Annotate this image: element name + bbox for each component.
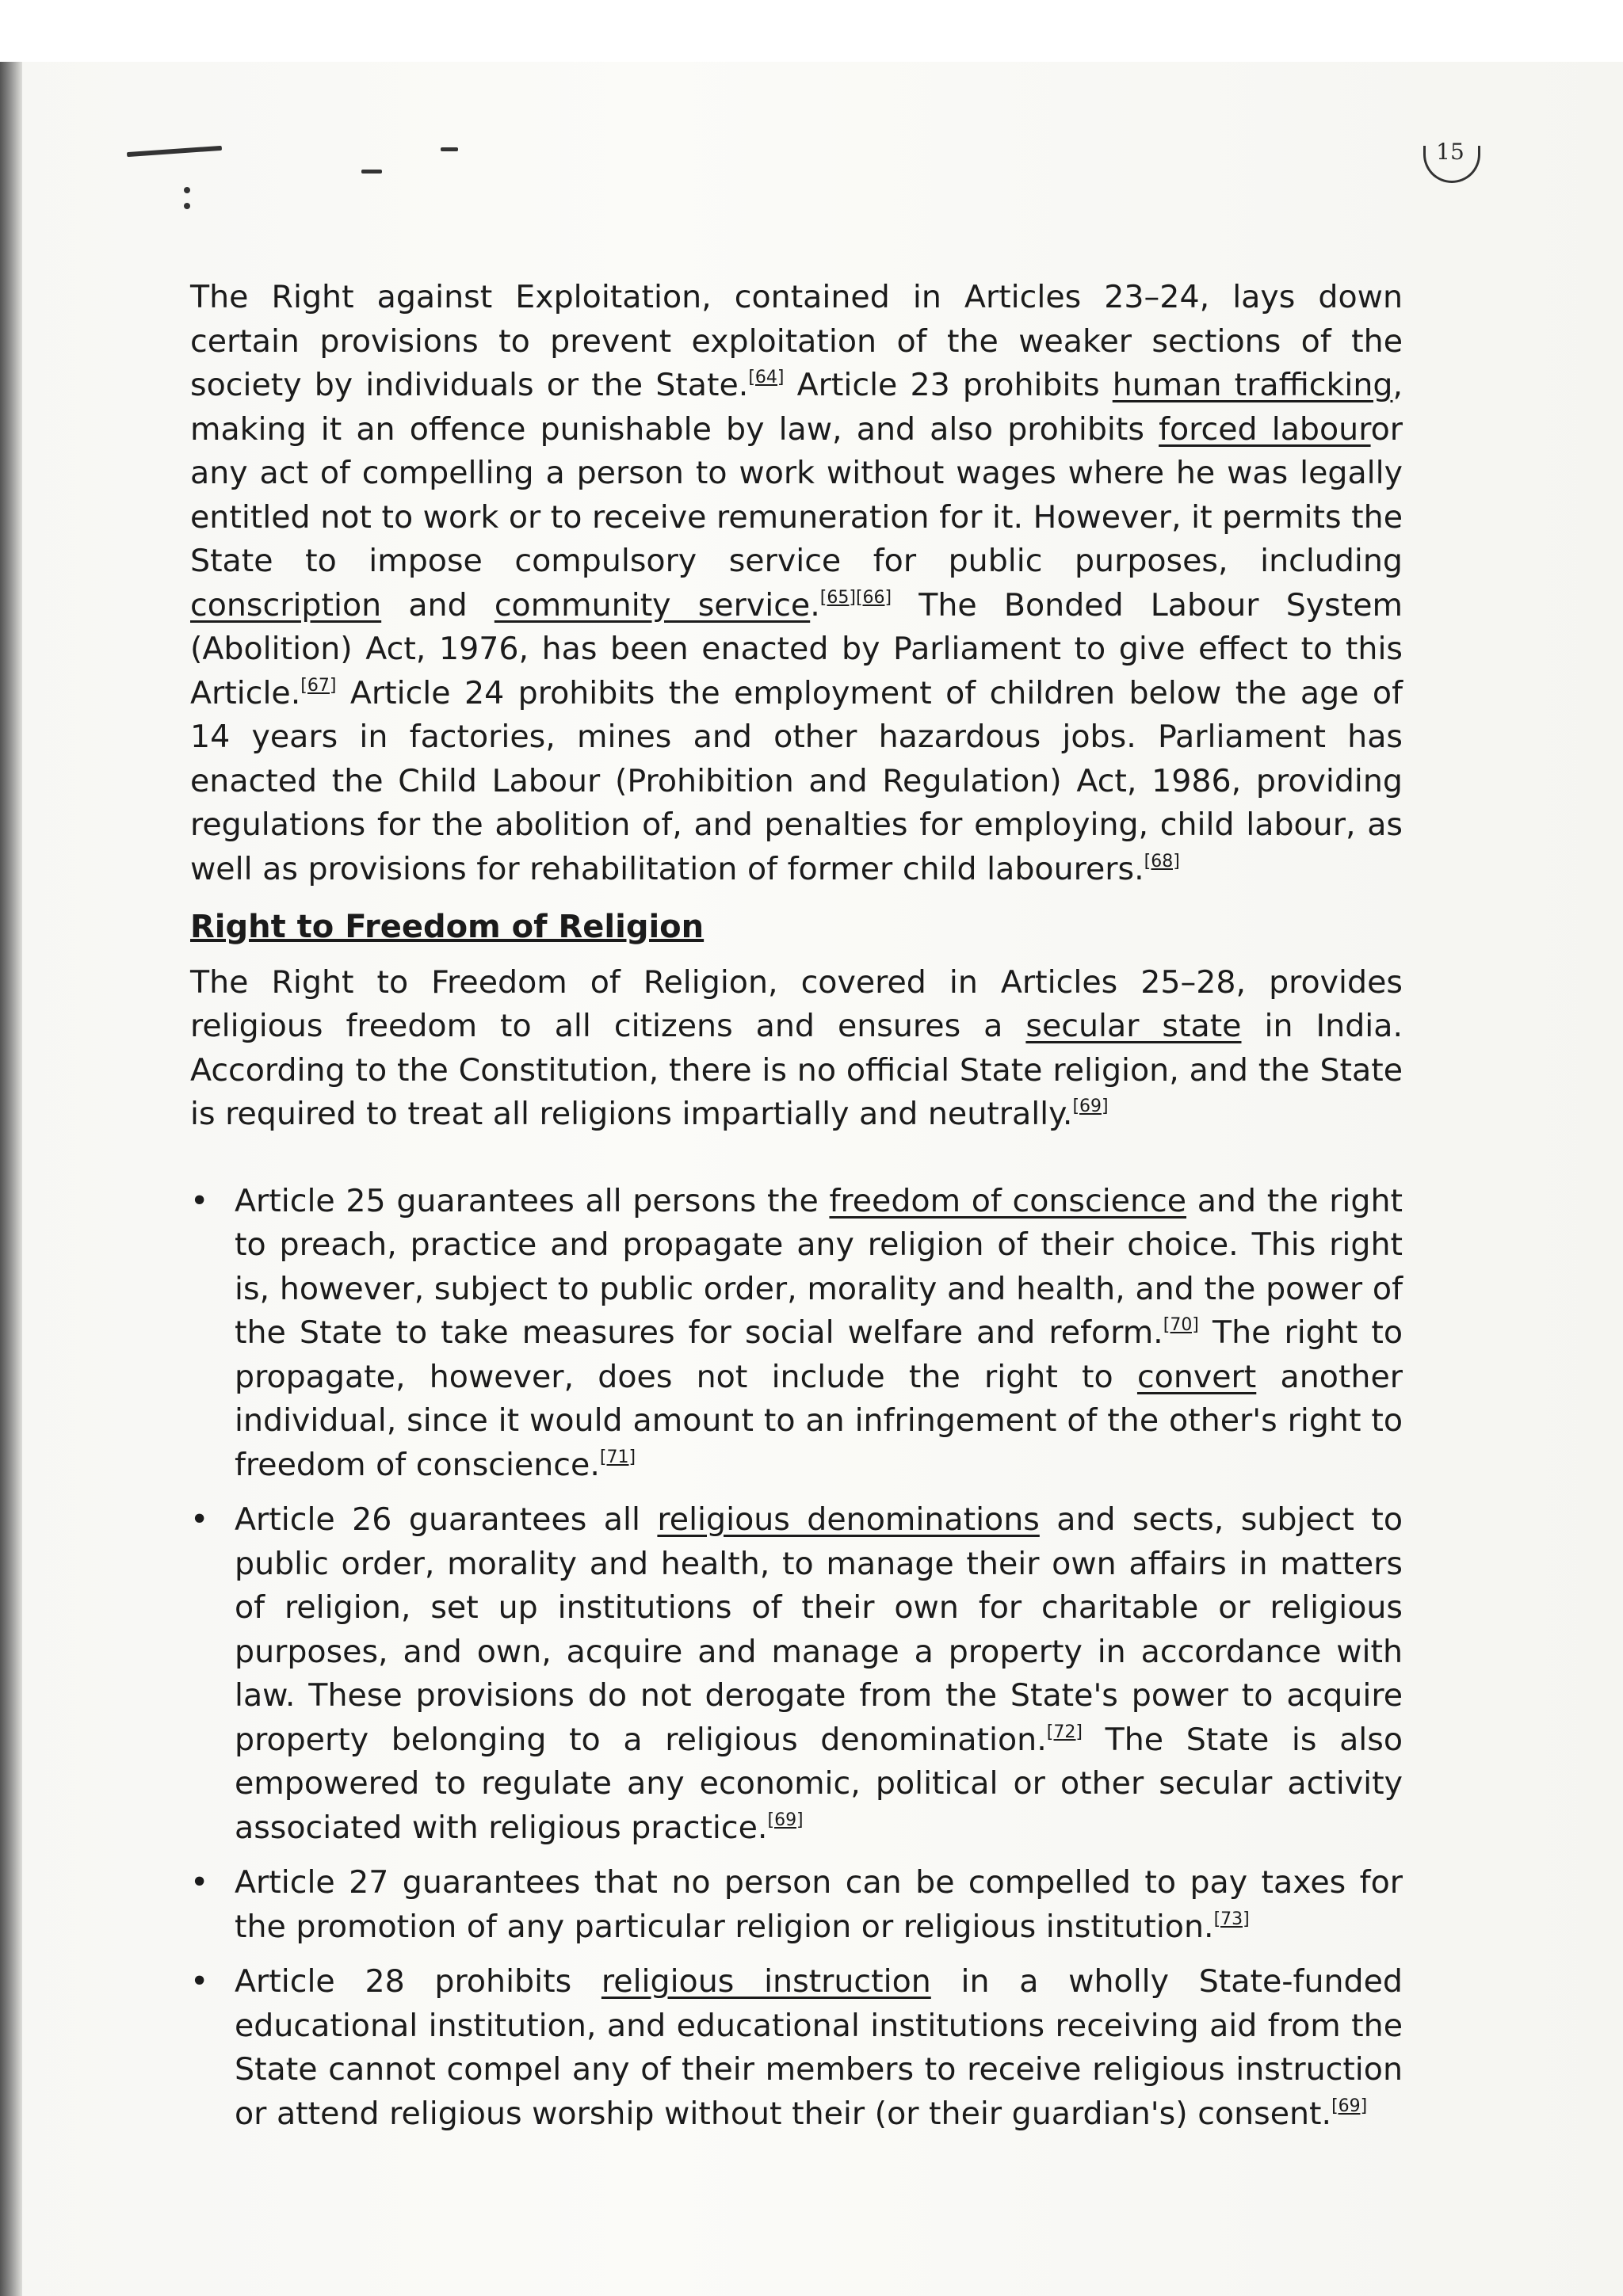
- article-list: [190, 1180, 1403, 2137]
- bullet-icon: •: [190, 1501, 209, 1538]
- citation-ref[interactable]: [71]: [599, 1447, 636, 1467]
- link-religious-denominations[interactable]: religious denominations: [657, 1501, 1040, 1538]
- link-convert[interactable]: convert: [1136, 1358, 1257, 1395]
- page-number: 15: [1419, 135, 1482, 179]
- scan-binding-edge: [0, 62, 22, 2296]
- citation-ref[interactable]: [73]: [1213, 1909, 1250, 1929]
- link-conscription[interactable]: conscription: [190, 586, 382, 624]
- link-human-trafficking[interactable]: human trafficking: [1112, 367, 1393, 403]
- list-item-article-27: • Article 27 guarantees that no person can be compelled to pay taxes for the promotion of any particular religion or religious institution.[73]: [190, 1861, 1403, 1949]
- link-secular-state[interactable]: secular state: [1025, 1008, 1242, 1044]
- list-item-article-25: • Article 25 guarantees all persons the freedom of conscience and the right to preach, practice and propagate any religion of their choice. This right is, however, subject to public order, morality and health, and the power of the State to take measures for social welfare and reform.[70] The right to propagate, however, does not include the right to convert another individual, since it would amount to an infringement of the other's right to freedom of conscience.[71]: [190, 1180, 1403, 1488]
- pen-mark: [184, 187, 190, 193]
- citation-ref[interactable]: [65][66]: [819, 587, 892, 608]
- bullet-icon: •: [190, 1963, 209, 2000]
- citation-ref[interactable]: [69]: [1331, 2096, 1368, 2116]
- bullet-icon: •: [190, 1864, 209, 1901]
- paragraph-right-against-exploitation: The Right against Exploitation, contained in Articles 23–24, lays down certain provisions to prevent exploitation of the weaker sections of the society by individuals or the State.[64] Article 23 prohibits human trafficking, making it an offence punishable by law, and also prohibits forced labouror any act of compelling a person to work without wages where he was legally entitled not to work or to receive remuneration for it. However, it permits the State to impose compulsory service for public purposes, including conscription and community service.[65][66] The Bonded Labour System (Abolition) Act, 1976, has been enacted by Parliament to give effect to this Article.[67] Article 24 prohibits the employment of children below the age of 14 years in factories, mines and other hazardous jobs. Parliament has enacted the Child Labour (Prohibition and Regulation) Act, 1986, providing regulations for the abolition of, and penalties for employing, child labour, as well as provisions for rehabilitation of former child labourers.[68]: [190, 279, 1403, 887]
- pen-mark: [127, 146, 222, 157]
- pen-mark: [184, 203, 190, 209]
- bullet-icon: •: [190, 1182, 209, 1219]
- link-forced-labour[interactable]: forced labour: [1159, 410, 1371, 448]
- pen-mark: [361, 170, 382, 174]
- document-body: [190, 276, 1403, 2147]
- link-freedom-of-conscience[interactable]: freedom of conscience: [829, 1182, 1187, 1219]
- list-item-article-26: • Article 26 guarantees all religious denominations and sects, subject to public order, morality and health, to manage their own affairs in matters of religion, set up institutions of their own for charitable or religious purposes, and own, acquire and manage a property in accordance with law. These provisions do not derogate from the State's power to acquire property belonging to a religious denomination.[72] The State is also empowered to regulate any economic, political or other secular activity associated with religious practice.[69]: [190, 1498, 1403, 1850]
- paragraph-freedom-of-religion: The Right to Freedom of Religion, covered in Articles 25–28, provides religious freedom to all citizens and ensures a secular state in India. According to the Constitution, there is no official State religion, and the State is required to treat all religions impartially and neutrally.[69]: [190, 963, 1403, 1132]
- citation-ref[interactable]: [68]: [1144, 851, 1180, 871]
- section-heading: Right to Freedom of Religion: [190, 909, 705, 945]
- pen-mark: [441, 147, 458, 151]
- link-community-service[interactable]: community service: [494, 586, 811, 624]
- link-religious-instruction[interactable]: religious instruction: [601, 1963, 931, 2000]
- citation-ref[interactable]: [64]: [748, 368, 785, 387]
- citation-ref[interactable]: [69]: [1072, 1097, 1109, 1116]
- citation-ref[interactable]: [67]: [300, 675, 337, 696]
- citation-ref[interactable]: [72]: [1046, 1722, 1083, 1742]
- citation-ref[interactable]: [70]: [1163, 1315, 1199, 1335]
- scan-top-margin: [0, 0, 1623, 62]
- list-item-article-28: • Article 28 prohibits religious instruction in a wholly State-funded educational institution, and educational institutions receiving aid from the State cannot compel any of their members to receive religious instruction or attend religious worship without their (or their guardian's) consent.[69]: [190, 1960, 1403, 2136]
- citation-ref[interactable]: [69]: [767, 1810, 804, 1830]
